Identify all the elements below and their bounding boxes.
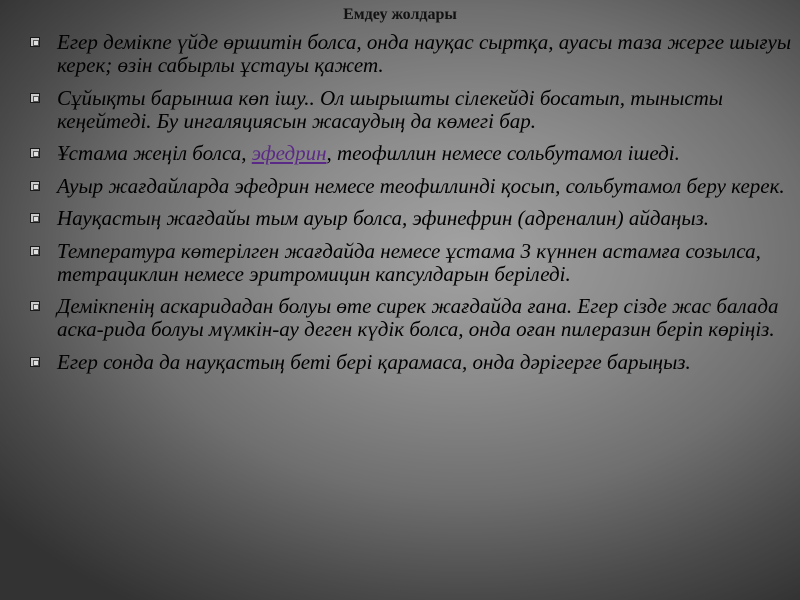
bullet-item-2 (30, 87, 792, 133)
bullet-item-5 (30, 207, 792, 230)
bullet-text: Сұйықты барынша көп ішу.. Ол шырышты сілекейді босатып, тынысты кеңейтеді. Бу ингаляциясын жасаудың да көмегі бар. (57, 85, 724, 133)
bullet-list (30, 31, 792, 383)
bullet-text: Ауыр жағдайларда эфедрин немесе теофиллинді қосып, сольбутамол беру керек. (57, 173, 785, 198)
bullet-text-before-link: Ұстама жеңіл болса, (57, 141, 252, 165)
bullet-text: Егер демікпе үйде өршитін болса, онда науқас сыртқа, ауасы таза жерге шығуы керек; өзін сабырлы ұстауы қажет. (57, 30, 792, 77)
square-bullet-icon (30, 357, 40, 367)
bullet-text: Температура көтерілген жағдайда немесе ұстама 3 күннен астамға созылса, тетрациклин немесе эритромицин капсулдарын беріледі. (57, 238, 761, 286)
square-bullet-icon (30, 37, 40, 47)
bullet-text: Егер сонда да науқастың беті бері қарамаса, онда дәрігерге барыңыз. (57, 349, 691, 374)
bullet-item-4 (30, 175, 792, 198)
bullet-text: Демікпенің аскаридадан болуы өте сирек жағдайда ғана. Егер сізде жас балада аска-рида болуы мүмкін-ау деген күдік болса, онда оған пилеразин беріп көріңіз. (57, 294, 779, 341)
bullet-item-7 (30, 295, 792, 341)
slide-title: Емдеу жолдары (343, 6, 457, 23)
bullet-text: Науқастың жағдайы тым ауыр болса, эфинефрин (адреналин) айдаңыз. (57, 206, 710, 230)
ephedrine-link[interactable]: эфедрин (251, 141, 327, 165)
bullet-item-1 (30, 31, 792, 77)
square-bullet-icon (30, 148, 40, 158)
bullet-item-8 (30, 351, 792, 374)
square-bullet-icon (30, 301, 40, 311)
bullet-item-6 (30, 240, 792, 286)
square-bullet-icon (30, 213, 40, 223)
bullet-item-3 (30, 142, 792, 165)
square-bullet-icon (30, 181, 40, 191)
square-bullet-icon (30, 93, 40, 103)
square-bullet-icon (30, 246, 40, 256)
bullet-text-after-link: , теофиллин немесе сольбутамол ішеді. (326, 141, 680, 165)
